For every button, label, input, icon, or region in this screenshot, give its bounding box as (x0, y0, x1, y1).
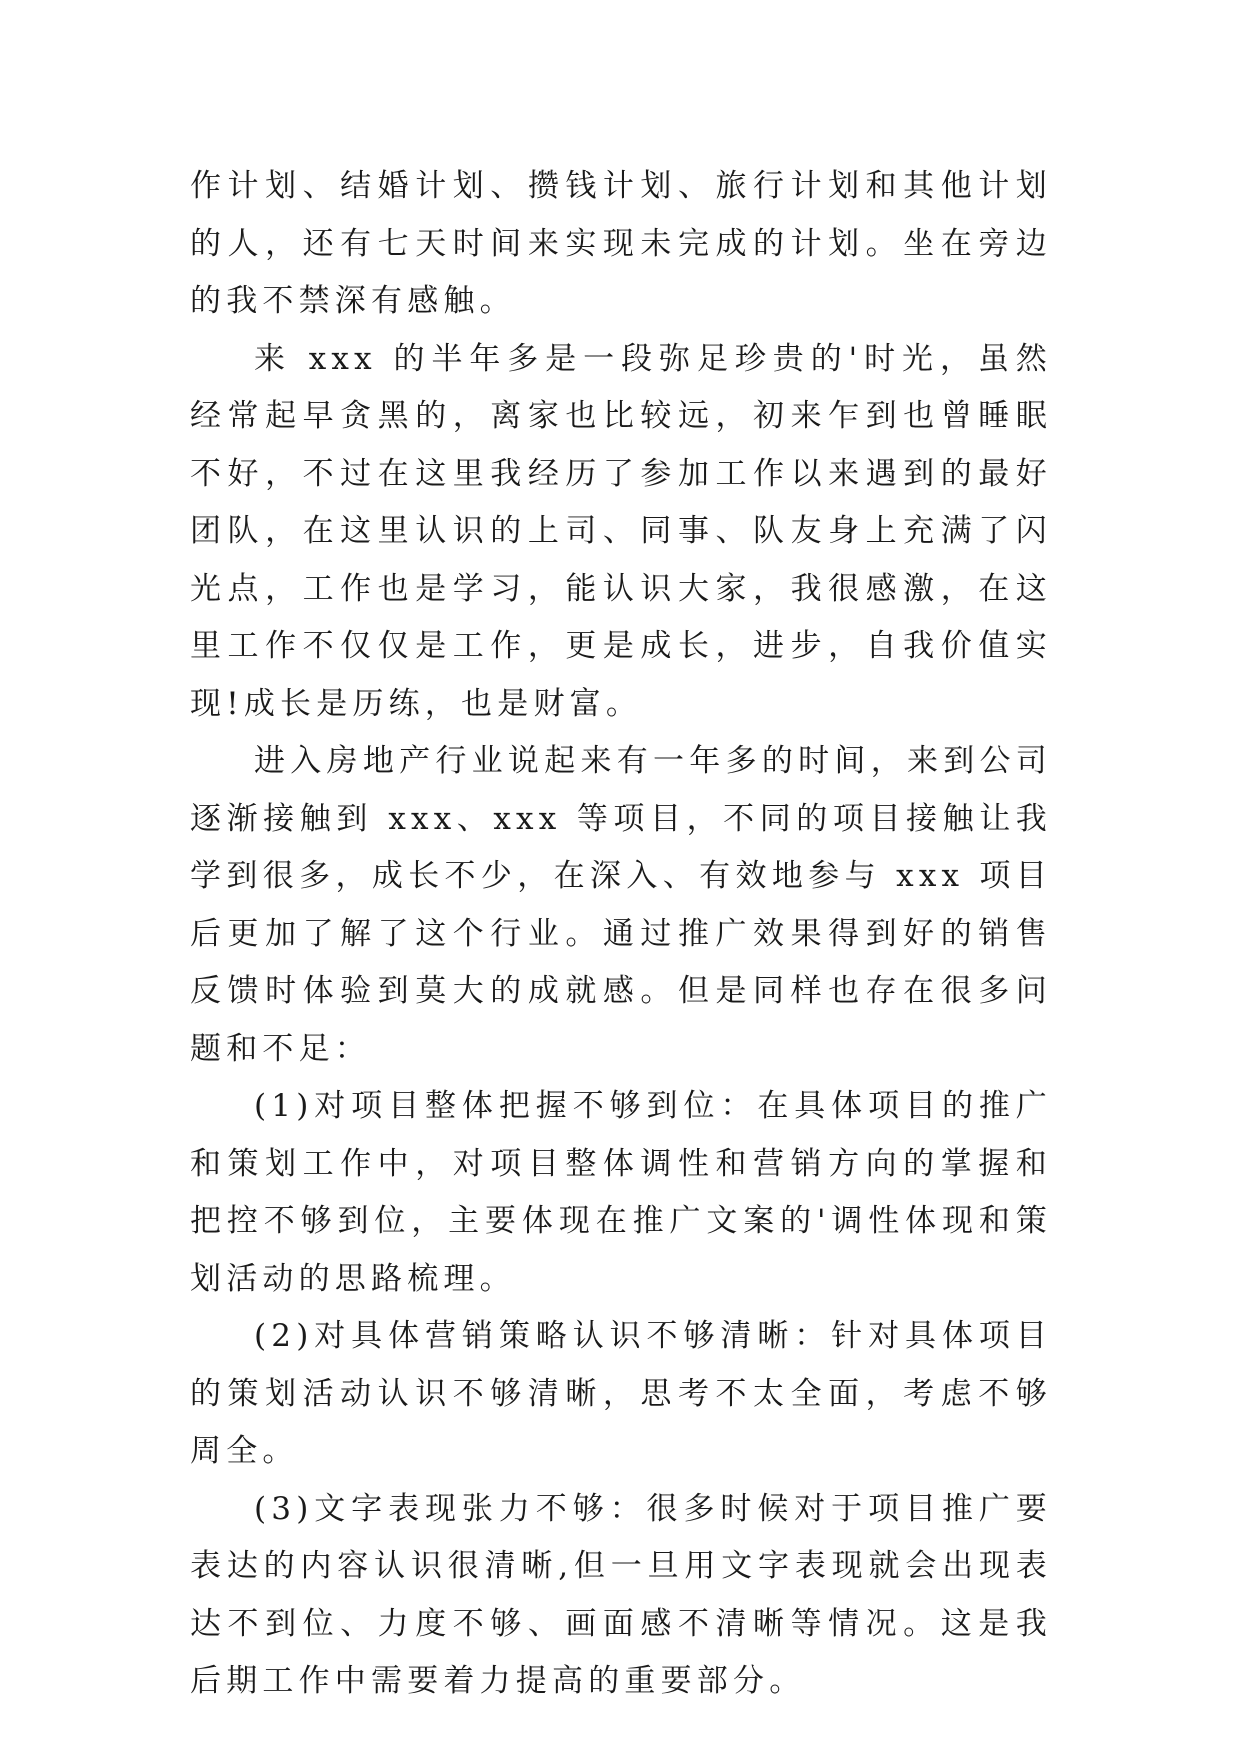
paragraph-2: 来 xxx 的半年多是一段弥足珍贵的'时光，虽然经常起早贪黑的，离家也比较远，初来乍到也曾睡眠不好，不过在这里我经历了参加工作以来遇到的最好团队，在这里认识的上司、同事、队友身上充满了闪光点，工作也是学习，能认识大家，我很感激，在这里工作不仅仅是工作，更是成长，进步，自我价值实现!成长是历练，也是财富。 (190, 340, 1052, 722)
document-body (190, 158, 1052, 1711)
paragraph-1: 作计划、结婚计划、攒钱计划、旅行计划和其他计划的人，还有七天时间来实现未完成的计划。坐在旁边的我不禁深有感触。 (190, 168, 1052, 319)
paragraph-3: 进入房地产行业说起来有一年多的时间，来到公司逐渐接触到 xxx、xxx 等项目，不同的项目接触让我学到很多，成长不少，在深入、有效地参与 xxx 项目后更加了解了这个行业。通过推广效果得到好的销售反馈时体验到莫大的成就感。但是同样也存在很多问题和不足： (190, 743, 1052, 1067)
paragraph-item-1: (1)对项目整体把握不够到位：在具体项目的推广和策划工作中，对项目整体调性和营销方向的掌握和把控不够到位，主要体现在推广文案的'调性体现和策划活动的思路梳理。 (190, 1088, 1052, 1297)
paragraph-item-3: (3)文字表现张力不够：很多时候对于项目推广要表达的内容认识很清晰,但一旦用文字表现就会出现表达不到位、力度不够、画面感不清晰等情况。这是我后期工作中需要着力提高的重要部分。 (190, 1490, 1052, 1699)
paragraph-item-2: (2)对具体营销策略认识不够清晰：针对具体项目的策划活动认识不够清晰，思考不太全面，考虑不够周全。 (190, 1318, 1052, 1469)
